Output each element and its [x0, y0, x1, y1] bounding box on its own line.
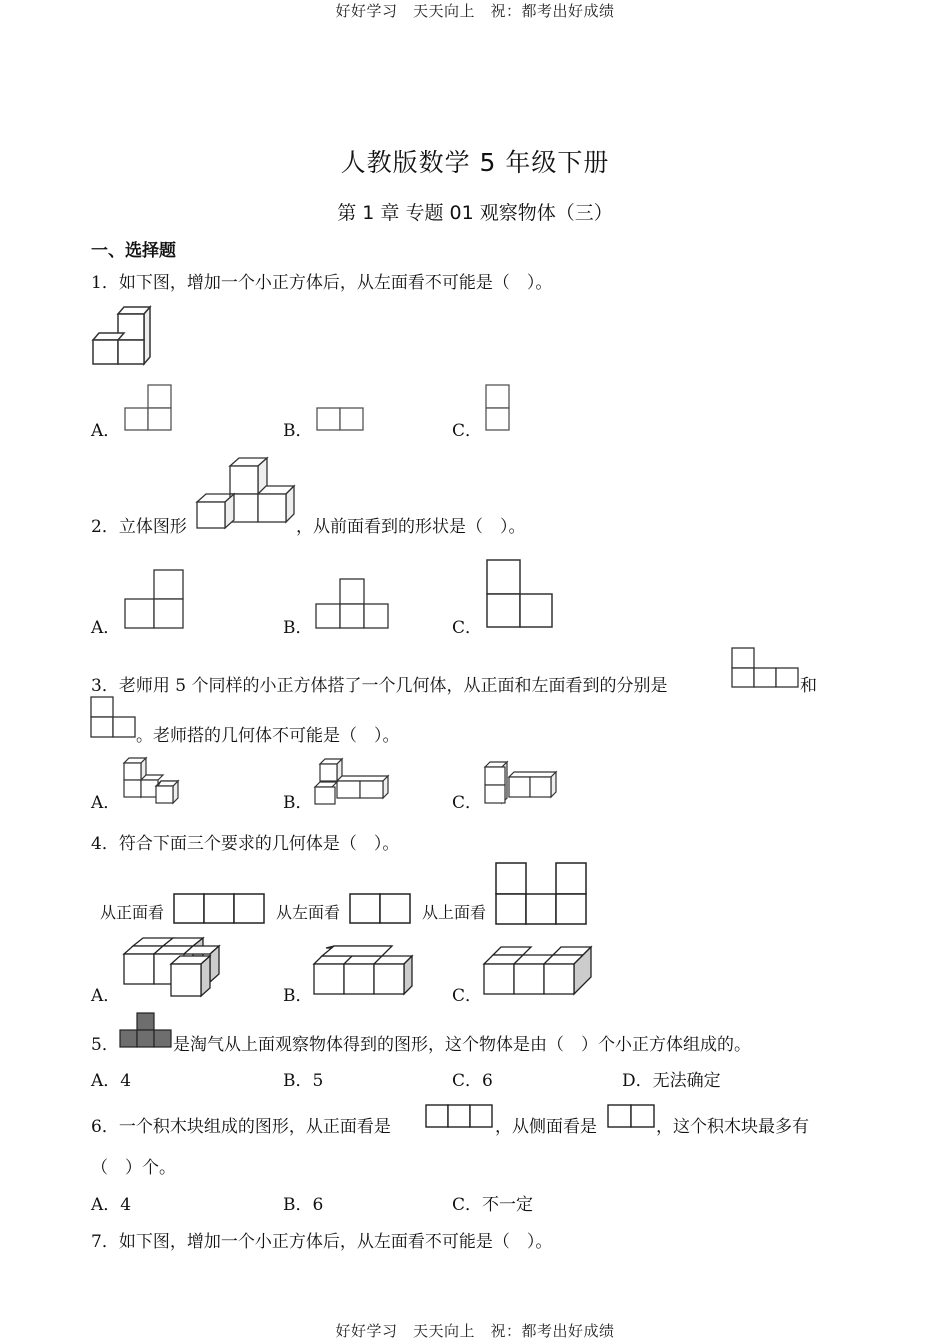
q4-option-c-label[interactable]: C．	[452, 986, 483, 1006]
q2-option-a-label[interactable]: A．	[91, 618, 121, 638]
q4-option-b-figure	[311, 944, 415, 1000]
question-3-and: 和	[800, 676, 817, 696]
q2-option-a-figure	[124, 568, 186, 632]
q2-solid-figure	[194, 456, 298, 530]
q2-option-b-label[interactable]: B．	[283, 618, 313, 638]
section-heading: 一、选择题	[91, 241, 176, 261]
question-3-text-line1: 3．老师用 5 个同样的小正方体搭了一个几何体，从正面和左面看到的分别是	[91, 676, 668, 696]
question-6-text-part1: 6．一个积木块组成的图形，从正面看是	[91, 1117, 391, 1137]
q3-front-view-figure	[731, 647, 801, 689]
q6-option-c[interactable]: C．不一定	[452, 1195, 534, 1215]
question-3-text-line2: 。老师搭的几何体不可能是（ ）。	[136, 726, 400, 746]
question-1-text: 1．如下图，增加一个小正方体后，从左面看不可能是（ ）。	[91, 273, 553, 293]
q5-top-view-figure	[119, 1012, 175, 1050]
q3-option-c-figure	[482, 758, 560, 808]
q4-left-view-figure	[348, 892, 414, 926]
page-subtitle: 第 1 章 专题 01 观察物体（三）	[337, 202, 613, 224]
q6-side-view-figure	[607, 1104, 657, 1130]
q1-option-c-figure	[485, 383, 513, 433]
q3-option-b-figure	[312, 756, 390, 806]
q4-option-a-figure	[121, 936, 225, 1000]
q4-option-c-figure	[481, 943, 593, 1001]
q4-option-a-label[interactable]: A．	[91, 986, 121, 1006]
q1-option-b-figure	[316, 407, 366, 433]
q4-top-view-label: 从上面看	[422, 903, 487, 922]
page-footer: 好好学习 天天向上 祝：都考出好成绩	[335, 1322, 615, 1340]
q6-front-view-figure	[425, 1104, 495, 1130]
q4-option-b-label[interactable]: B．	[283, 986, 313, 1006]
q4-top-view-figure	[494, 861, 590, 927]
q1-solid-figure	[90, 304, 154, 368]
question-6-text-line2: （ ）个。	[91, 1158, 176, 1178]
q6-option-b[interactable]: B．6	[283, 1195, 324, 1215]
q1-option-c-label[interactable]: C．	[452, 421, 483, 441]
question-5-prefix: 5．	[91, 1035, 119, 1055]
q5-option-d[interactable]: D．无法确定	[622, 1071, 721, 1091]
q5-option-c[interactable]: C．6	[452, 1071, 493, 1091]
q5-option-b[interactable]: B．5	[283, 1071, 324, 1091]
q3-option-a-label[interactable]: A．	[91, 793, 121, 813]
page-title: 人教版数学 5 年级下册	[340, 148, 610, 177]
q5-option-a[interactable]: A．4	[91, 1071, 132, 1091]
q4-left-view-label: 从左面看	[276, 903, 341, 922]
q1-option-a-figure	[124, 383, 176, 433]
question-6-text-part2: ，从侧面看是	[495, 1117, 597, 1137]
q3-option-b-label[interactable]: B．	[283, 793, 313, 813]
question-7-text: 7．如下图，增加一个小正方体后，从左面看不可能是（ ）。	[91, 1232, 553, 1252]
question-5-text: 是淘气从上面观察物体得到的图形，这个物体是由（ ）个小正方体组成的。	[173, 1035, 751, 1055]
q2-option-c-figure	[485, 558, 555, 630]
q1-option-a-label[interactable]: A．	[91, 421, 121, 441]
question-4-text: 4．符合下面三个要求的几何体是（ ）。	[91, 834, 400, 854]
q4-front-view-label: 从正面看	[100, 903, 165, 922]
q6-option-a[interactable]: A．4	[91, 1195, 132, 1215]
q3-option-c-label[interactable]: C．	[452, 793, 483, 813]
q2-option-c-label[interactable]: C．	[452, 618, 483, 638]
q3-left-view-figure	[90, 696, 138, 740]
question-2-text-after: ，从前面看到的形状是（ ）。	[296, 517, 526, 537]
q2-option-b-figure	[315, 577, 391, 632]
q3-option-a-figure	[121, 756, 191, 806]
question-6-text-part3: ，这个积木块最多有	[656, 1117, 809, 1137]
question-2-text-before: 2．立体图形	[91, 517, 187, 537]
page-header: 好好学习 天天向上 祝：都考出好成绩	[335, 2, 615, 20]
q1-option-b-label[interactable]: B．	[283, 421, 313, 441]
q4-front-view-figure	[172, 892, 268, 926]
